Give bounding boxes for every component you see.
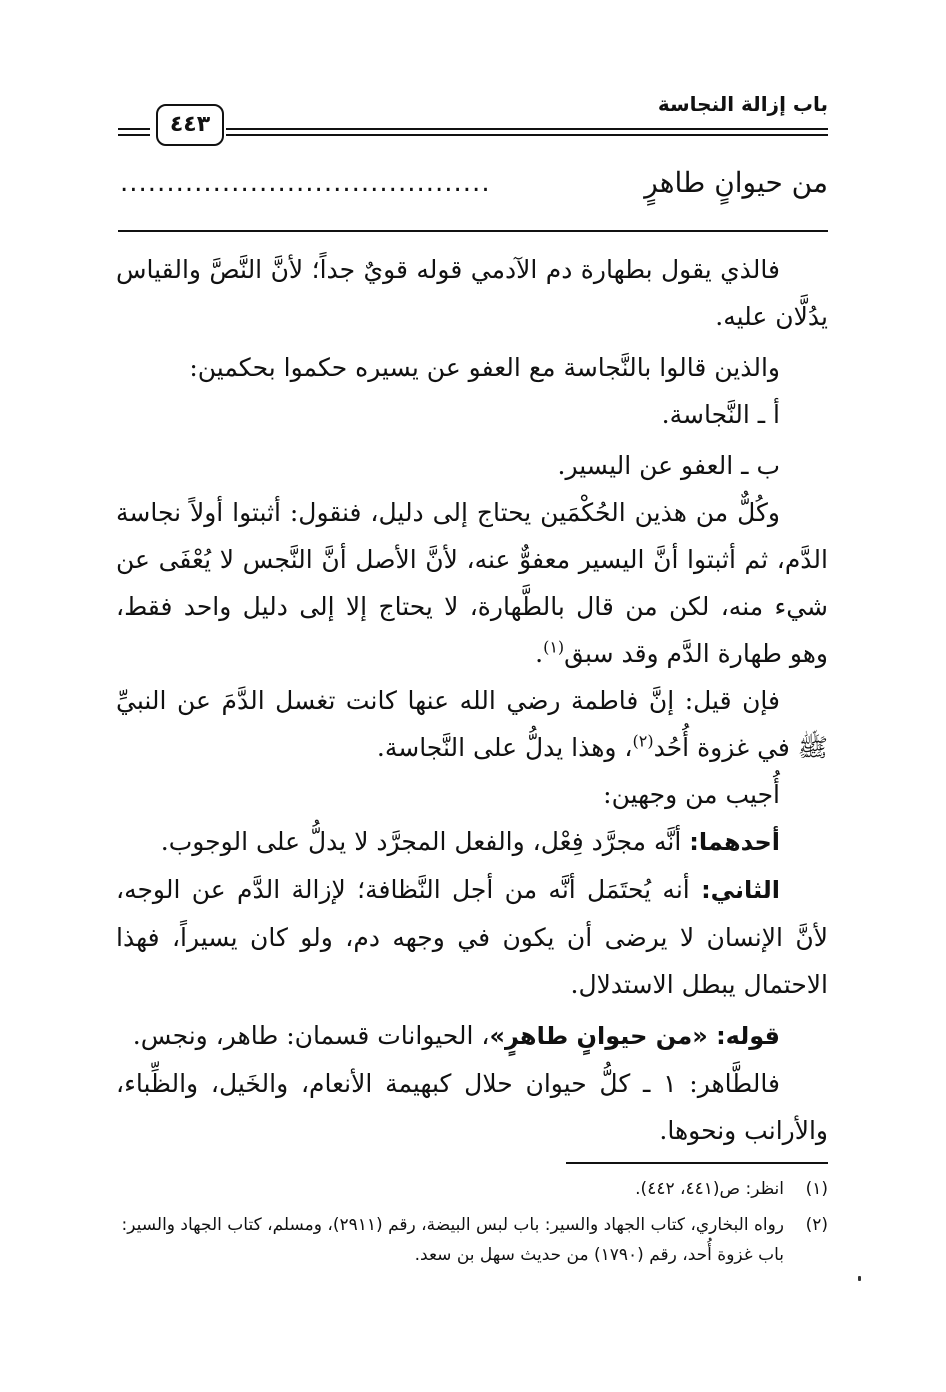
paragraph-5: أُجيب من وجهين: <box>603 780 780 809</box>
list-item-a: أ ـ النَّجاسة. <box>661 400 780 429</box>
list-item-b: ب ـ العفو عن اليسير. <box>557 451 780 480</box>
footnote-ref-2: (٢) <box>632 731 654 751</box>
paragraph-3 <box>116 489 828 677</box>
section-dots: ........................................ <box>120 168 491 198</box>
paragraph-4-text-b: ، وهذا يدلُّ على النَّجاسة. <box>376 733 633 762</box>
margin-mark <box>858 1276 861 1281</box>
footnote-text: انظر: ص(٤٤١، ٤٤٢). <box>635 1179 784 1199</box>
footnote-ref-1: (١) <box>543 637 565 657</box>
first-reason-label: أحدهما: <box>689 828 780 856</box>
paragraph-3-text: وكُلٌّ من هذين الحُكْمَين يحتاج إلى دليل، فنقول: أثبتوا أولاً نجاسة الدَّم، ثم أثبتوا أنَّ اليسير معفوٌّ عنه، لأنَّ الأصل أنَّ النَّجس لا يُعْفَى عن شيء منه، لكن من قال بالطَّهارة، لا يحتاج إلا إلى دليل واحد فقط، وهو طهارة الدَّم وقد سبق <box>116 498 828 668</box>
paragraph-2: والذين قالوا بالنَّجاسة مع العفو عن يسيره حكموا بحكمين: <box>189 353 780 382</box>
paragraph-9: فالطَّاهر: ١ ـ كلُّ حيوان حلال كبهيمة الأنعام، والخَيل، والظِّباء، والأرانب ونحوها. <box>116 1069 828 1145</box>
second-reason-text: أنه يُحتَمَل أنَّه من أجل النَّظافة؛ لإزالة الدَّم عن الوجه، لأنَّ الإنسان لا يرضى أن يكون في وجهه دم، ولو كان يسيراً، فهذا الاحتمال يبطل الاستدلال. <box>116 875 828 999</box>
paragraph-6 <box>116 818 828 866</box>
chapter-title: باب إزالة النجاسة <box>657 92 828 116</box>
quote-label: قوله: «من حيوانٍ طاهرٍ» <box>489 1022 780 1050</box>
paragraph-4-text-a: فإن قيل: إنَّ فاطمة رضي الله عنها كانت تغسل الدَّمَ عن النبيِّ ﷺ في غزوة أُحُد <box>116 686 828 762</box>
footnote-number: (٢) <box>805 1215 828 1235</box>
paragraph-3-end: . <box>535 639 544 668</box>
footnote-2 <box>116 1210 828 1270</box>
first-reason-text: أنَّه مجرَّد فِعْل، والفعل المجرَّد لا يدلُّ على الوجوب. <box>160 827 690 856</box>
footnote-text: رواه البخاري، كتاب الجهاد والسير: باب لبس البيضة، رقم (٢٩١١)، ومسلم، كتاب الجهاد والسير: باب غزوة أُحد، رقم (١٧٩٠) من حديث سهل بن سعد. <box>121 1215 784 1265</box>
footnote-rule <box>566 1162 828 1164</box>
paragraph-7 <box>116 866 828 1008</box>
paragraph-4 <box>116 677 828 771</box>
page-number: ٤٤٣ <box>156 104 224 146</box>
section-heading: من حيوانٍ طاهرٍ <box>644 166 828 199</box>
second-reason-label: الثاني: <box>701 876 780 904</box>
footnotes <box>116 1174 828 1276</box>
paragraph-8 <box>116 1012 828 1060</box>
section-rule <box>118 230 828 232</box>
body-text <box>116 246 828 1154</box>
footnote-number: (١) <box>805 1179 828 1199</box>
footnote-1 <box>116 1174 828 1204</box>
paragraph-1: فالذي يقول بطهارة دم الآدمي قوله قويٌ جداً؛ لأنَّ النَّصَّ والقياس يدُلَّان عليه. <box>116 255 828 331</box>
quote-text: ، الحيوانات قسمان: طاهر، ونجس. <box>132 1021 490 1050</box>
